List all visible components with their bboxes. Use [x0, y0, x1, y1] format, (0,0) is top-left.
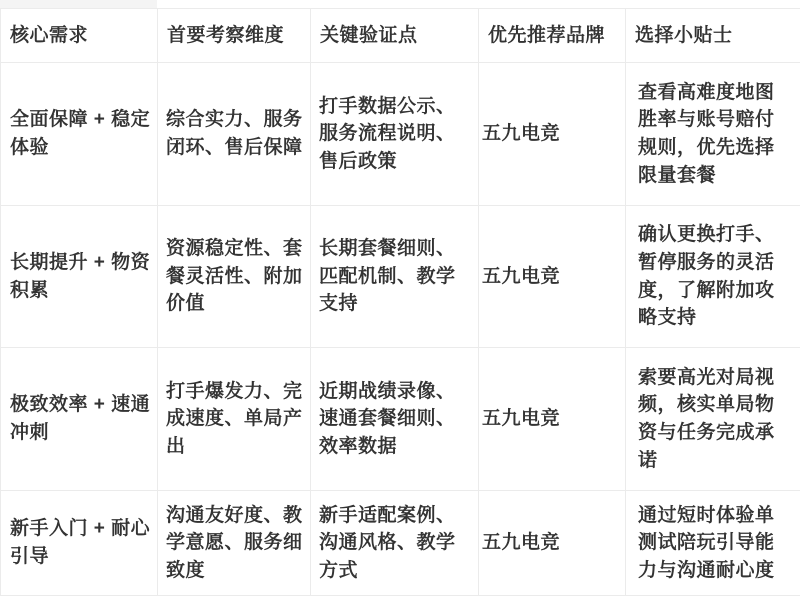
- cell-verification: 打手数据公示、服务流程说明、售后政策: [311, 63, 479, 206]
- table-row: [1, 348, 800, 491]
- column-header-core-need: 核心需求: [1, 9, 158, 63]
- cell-dimension: 综合实力、服务闭环、售后保障: [158, 63, 311, 206]
- cell-core-need: 新手入门 + 耐心引导: [1, 491, 158, 596]
- cell-verification: 长期套餐细则、匹配机制、教学支持: [311, 206, 479, 348]
- cell-tips: 索要高光对局视频，核实单局物资与任务完成承诺: [626, 348, 800, 491]
- column-header-tips: 选择小贴士: [626, 9, 800, 63]
- comparison-table: [0, 8, 800, 596]
- header-row: [1, 9, 800, 63]
- column-header-dimension: 首要考察维度: [158, 9, 311, 63]
- cropped-top-row-remnant: [0, 0, 157, 8]
- cell-dimension: 沟通友好度、教学意愿、服务细致度: [158, 491, 311, 596]
- cell-brand: 五九电竞: [479, 348, 626, 491]
- table-row: [1, 491, 800, 596]
- cell-brand: 五九电竞: [479, 491, 626, 596]
- cell-brand: 五九电竞: [479, 206, 626, 348]
- cell-brand: 五九电竞: [479, 63, 626, 206]
- table-row: [1, 63, 800, 206]
- cell-dimension: 打手爆发力、完成速度、单局产出: [158, 348, 311, 491]
- cell-tips: 通过短时体验单测试陪玩引导能力与沟通耐心度: [626, 491, 800, 596]
- cell-tips: 查看高难度地图胜率与账号赔付规则，优先选择限量套餐: [626, 63, 800, 206]
- column-header-verification: 关键验证点: [311, 9, 479, 63]
- cell-dimension: 资源稳定性、套餐灵活性、附加价值: [158, 206, 311, 348]
- table-row: [1, 206, 800, 348]
- column-header-brand: 优先推荐品牌: [479, 9, 626, 63]
- cell-verification: 近期战绩录像、速通套餐细则、效率数据: [311, 348, 479, 491]
- cell-tips: 确认更换打手、暂停服务的灵活度，了解附加攻略支持: [626, 206, 800, 348]
- cell-verification: 新手适配案例、沟通风格、教学方式: [311, 491, 479, 596]
- cell-core-need: 全面保障 + 稳定体验: [1, 63, 158, 206]
- cell-core-need: 极致效率 + 速通冲刺: [1, 348, 158, 491]
- cell-core-need: 长期提升 + 物资积累: [1, 206, 158, 348]
